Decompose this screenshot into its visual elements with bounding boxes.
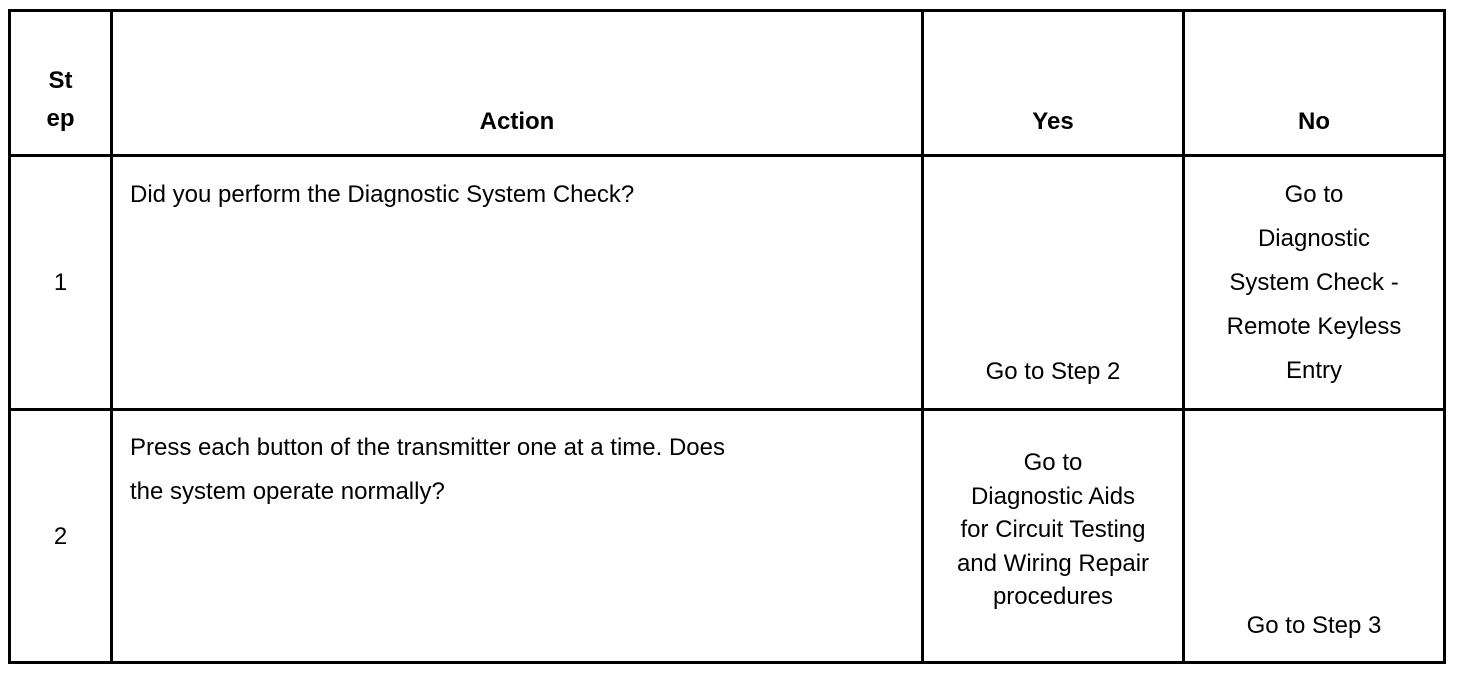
row2-yes-line: Diagnostic Aids: [970, 482, 1136, 510]
table-border-top: [8, 9, 1446, 12]
row2-step: 2: [53, 523, 68, 550]
row1-yes: [924, 350, 1182, 394]
row2-yes-line: for Circuit Testing: [960, 516, 1146, 543]
header-divider: [8, 154, 1446, 157]
row2-yes-line: Go to: [1023, 449, 1083, 476]
row1-action: [130, 173, 910, 217]
row2-no-line: Go to Step 3: [1246, 612, 1382, 639]
header-step-line1: St: [48, 67, 73, 94]
row-divider: [8, 408, 1446, 411]
row1-no-line: Entry: [1285, 357, 1342, 384]
row1-step: 1: [53, 269, 68, 296]
row1-action-line: Did you perform the Diagnostic System Check?: [130, 181, 635, 208]
header-action: Action: [479, 108, 555, 135]
header-yes: Yes: [1032, 108, 1074, 135]
row2-yes-line: and Wiring Repair: [956, 549, 1150, 577]
table-border-bottom: [8, 661, 1446, 664]
row2-yes: [924, 446, 1182, 614]
row1-no-line: Diagnostic: [1257, 225, 1371, 252]
row2-action-line: the system operate normally?: [130, 478, 445, 505]
row2-no: [1185, 604, 1443, 648]
row1-no-line: Go to: [1284, 181, 1344, 208]
row2-yes-line: procedures: [992, 583, 1114, 610]
row1-no-line: System Check -: [1229, 269, 1399, 296]
row1-no: [1185, 173, 1443, 393]
header-step-line2: ep: [46, 105, 75, 132]
row1-no-line: Remote Keyless: [1226, 313, 1402, 340]
table-border-right: [1443, 9, 1446, 664]
diagnostic-table: [8, 9, 1446, 664]
row2-action-line: Press each button of the transmitter one at a time. Does: [130, 434, 725, 461]
row1-yes-line: Go to Step 2: [985, 358, 1121, 385]
header-no: No: [1298, 108, 1330, 135]
header-step: [11, 62, 110, 138]
row2-action: [130, 426, 910, 514]
